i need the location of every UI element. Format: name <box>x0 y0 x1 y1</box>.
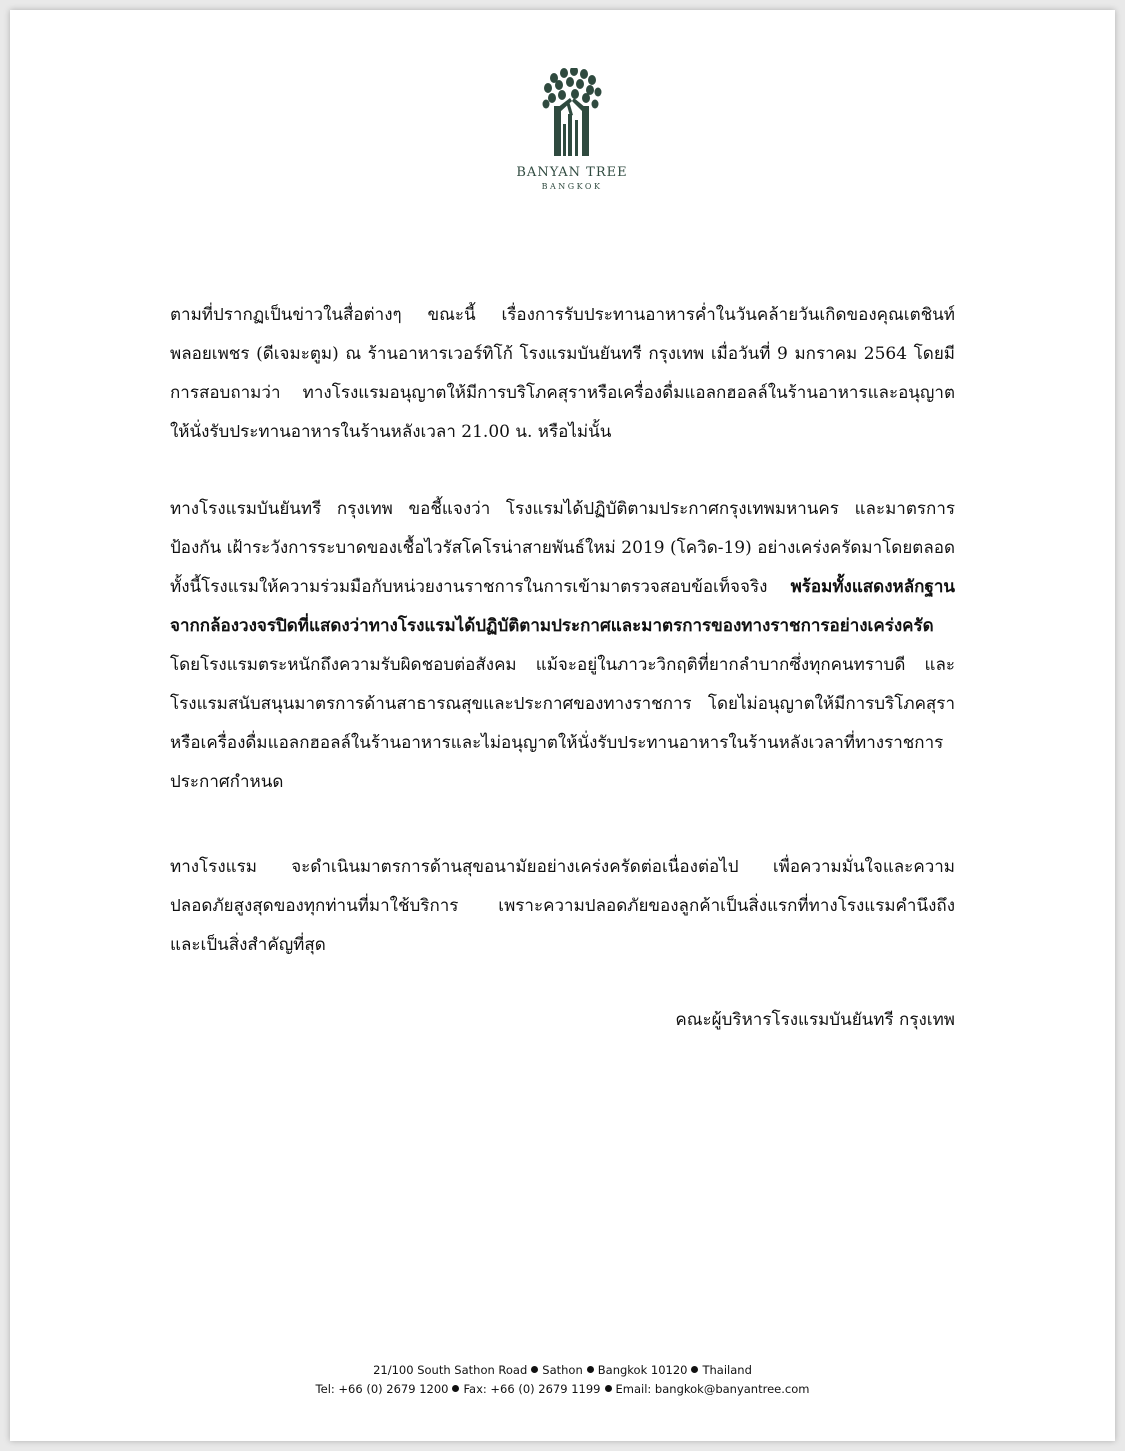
paragraph-closing: ทางโรงแรม จะดำเนินมาตรการด้านสุขอนามัยอย่างเคร่งครัดต่อเนื่องต่อไป เพื่อความมั่นใจและความปลอดภัยสูงสุดของทุกท่านที่มาใช้บริการ เพราะความปลอดภัยของลูกค้าเป็นสิ่งแรกที่ทางโรงแรมคำนึงถึง และเป็นสิ่งสำคัญที่สุด <box>170 857 955 955</box>
bullet-icon <box>587 1366 594 1373</box>
brand-name: BANYAN TREE <box>516 165 628 180</box>
footer-address <box>10 1363 1115 1377</box>
bullet-icon <box>605 1385 612 1392</box>
brand-logo <box>510 68 634 191</box>
banyan-tree-icon <box>542 68 602 158</box>
footer-contact <box>10 1382 1115 1396</box>
footer-tel: Tel: +66 (0) 2679 1200 <box>315 1382 449 1396</box>
footer-district: Sathon <box>542 1363 583 1377</box>
paragraph-clarification-text-2: โดยโรงแรมตระหนักถึงความรับผิดชอบต่อสังคม แม้จะอยู่ในภาวะวิกฤติที่ยากลำบากซึ่งทุกคนทราบดี และโรงแรมสนับสนุนมาตรการด้านสาธารณสุขและประกาศของทางราชการ โดยไม่อนุญาตให้มีการบริโภคสุราหรือเครื่องดื่มแอลกฮอลล์ในร้านอาหารและไม่อนุญาตให้นั่งรับประทานอาหารในร้านหลังเวลาที่ทางราชการประกาศกำหนด <box>170 655 955 792</box>
paragraph-clarification <box>170 490 955 802</box>
paragraph-clarification-text-1: ทางโรงแรมบันยันทรี กรุงเทพ ขอชี้แจงว่า โรงแรมได้ปฏิบัติตามประกาศกรุงเทพมหานคร และมาตรการป้องกัน เฝ้าระวังการระบาดของเชื้อไวรัสโคโรน่าสายพันธ์ใหม่ 2019 (โควิด-19) อย่างเคร่งครัดมาโดยตลอด ทั้งนี้โรงแรมให้ความร่วมมือกับหน่วยงานราชการในการเข้ามาตรวจสอบข้อเท็จจริง <box>170 499 955 597</box>
footer-fax: Fax: +66 (0) 2679 1199 <box>463 1382 601 1396</box>
letter-page <box>10 10 1115 1441</box>
paragraph-clarification-bold: พร้อมทั้งแสดงหลักฐานจากกล้องวงจรปิดที่แสดงว่าทางโรงแรมได้ปฏิบัติตามประกาศและมาตรการของทางราชการอย่างเคร่งครัด <box>170 577 955 636</box>
signature: คณะผู้บริหารโรงแรมบันยันทรี กรุงเทพ <box>675 1010 955 1030</box>
brand-city: BANGKOK <box>541 182 603 191</box>
footer-city: Bangkok 10120 <box>597 1363 688 1377</box>
bullet-icon <box>452 1385 459 1392</box>
footer-country: Thailand <box>702 1363 752 1377</box>
bullet-icon <box>691 1366 698 1373</box>
footer-email: Email: bangkok@banyantree.com <box>615 1382 810 1396</box>
bullet-icon <box>531 1366 538 1373</box>
paragraph-intro: ตามที่ปรากฏเป็นข่าวในสื่อต่างๆ ขณะนี้ เรื่องการรับประทานอาหารค่ำในวันคล้ายวันเกิดของคุณเตชินท์ พลอยเพชร (ดีเจมะตูม) ณ ร้านอาหารเวอร์ทิโก้ โรงแรมบันยันทรี กรุงเทพ เมื่อวันที่ 9 มกราคม 2564 โดยมีการสอบถามว่า ทางโรงแรมอนุญาตให้มีการบริโภคสุราหรือเครื่องดื่มแอลกฮอลล์ในร้านอาหารและอนุญาตให้นั่งรับประทานอาหารในร้านหลังเวลา 21.00 น. หรือไม่นั้น <box>170 305 955 442</box>
footer-street: 21/100 South Sathon Road <box>373 1363 528 1377</box>
